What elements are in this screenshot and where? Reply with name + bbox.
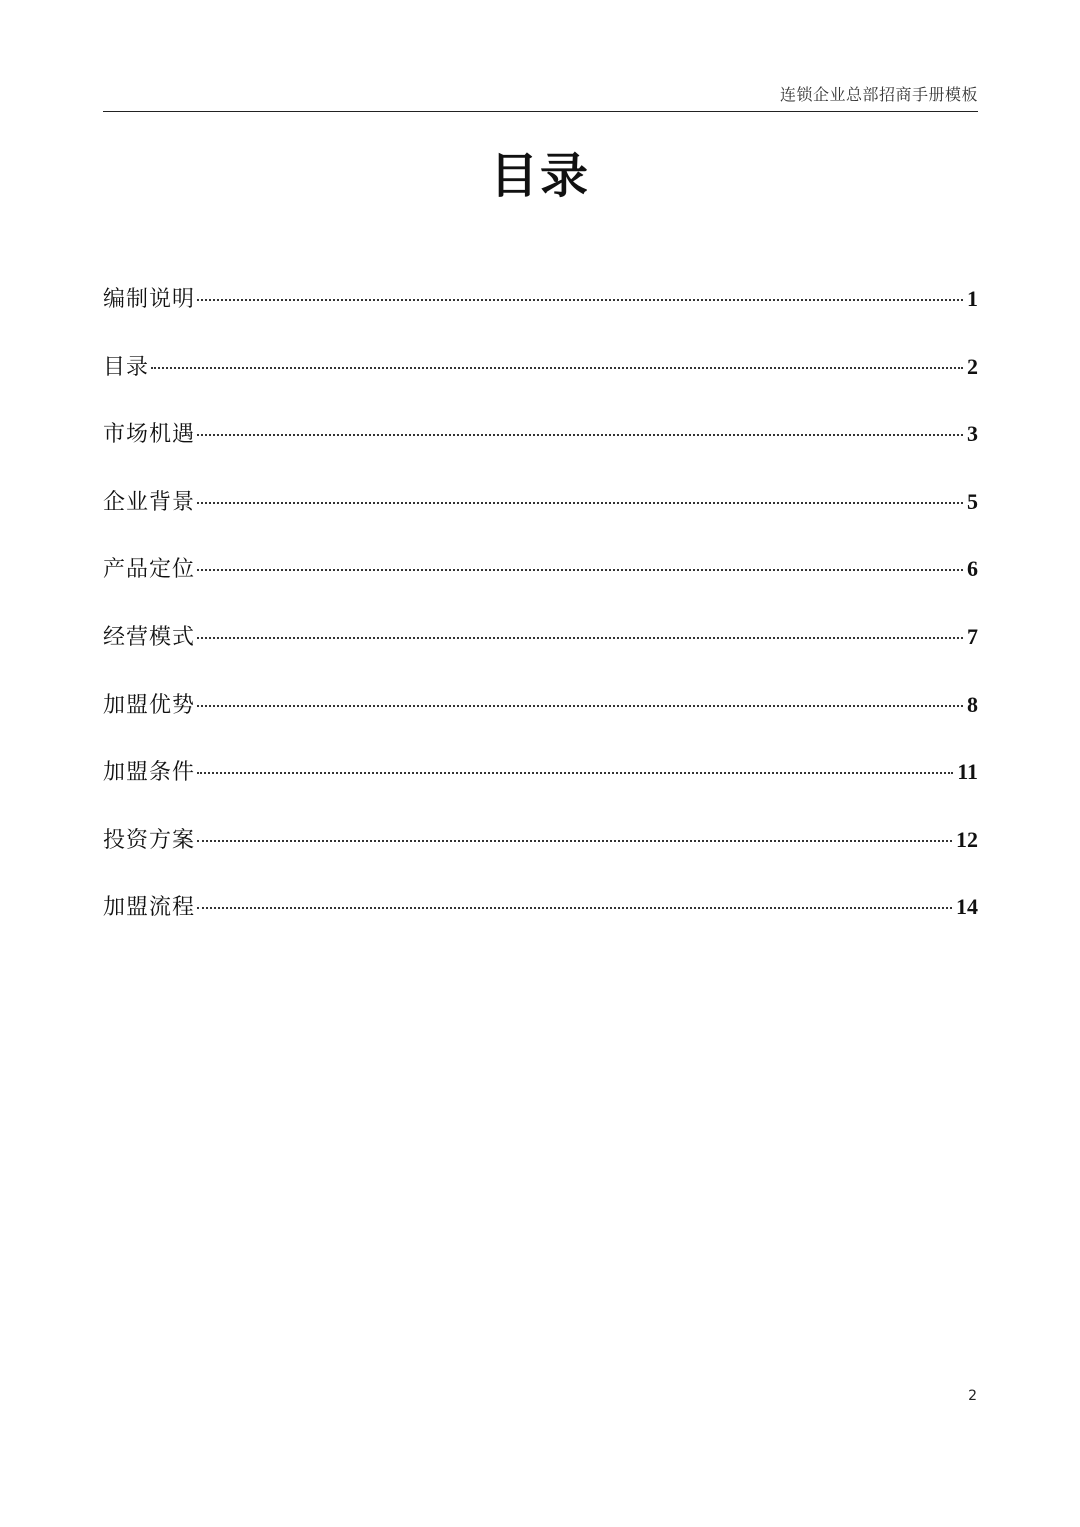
toc-entry-label: 市场机遇 [103, 422, 196, 448]
toc-entry-page: 1 [967, 286, 978, 311]
toc-dot-leader [197, 569, 963, 571]
toc-entry-market-opportunity[interactable] [103, 415, 978, 483]
toc-entry-page: 5 [967, 488, 978, 514]
toc-entry-label: 加盟条件 [103, 760, 196, 786]
toc-dot-leader [197, 637, 963, 639]
toc-entry-investment-plan[interactable] [103, 821, 978, 889]
page-title: 目录 [489, 148, 590, 204]
page-header [103, 80, 978, 112]
toc-entry-preparation-notes[interactable] [103, 280, 978, 348]
toc-entry-page: 8 [967, 691, 978, 717]
toc-dot-leader [151, 367, 963, 369]
toc-entry-label: 经营模式 [103, 624, 196, 650]
toc-entry-franchise-advantages[interactable] [103, 686, 978, 754]
toc-entry-page: 12 [956, 826, 978, 852]
footer-page-number: 2 [968, 1388, 977, 1404]
toc-entry-label: 产品定位 [103, 557, 196, 583]
toc-dot-leader [197, 705, 963, 707]
toc-dot-leader [197, 434, 963, 436]
toc-entry-contents[interactable] [103, 348, 978, 416]
toc-entry-product-positioning[interactable] [103, 550, 978, 618]
toc-entry-label: 投资方案 [103, 827, 196, 853]
toc-entry-label: 加盟优势 [103, 692, 196, 718]
toc-entry-page: 3 [967, 421, 978, 447]
toc-dot-leader [197, 299, 963, 301]
toc-entry-page: 14 [956, 894, 978, 920]
toc-entry-page: 7 [967, 623, 978, 649]
toc-entry-company-background[interactable] [103, 483, 978, 551]
toc-entry-label: 编制说明 [103, 287, 196, 312]
toc-entry-label: 加盟流程 [103, 895, 196, 921]
header-title: 连锁企业总部招商手册模板 [779, 85, 978, 104]
toc-dot-leader [197, 772, 953, 774]
toc-entry-franchise-conditions[interactable] [103, 753, 978, 821]
table-of-contents [103, 280, 978, 956]
toc-entry-label: 企业背景 [103, 489, 196, 515]
toc-entry-label: 目录 [103, 354, 150, 380]
toc-entry-business-model[interactable] [103, 618, 978, 686]
toc-dot-leader [197, 907, 952, 909]
toc-entry-franchise-process[interactable] [103, 888, 978, 956]
toc-entry-page: 6 [967, 556, 978, 582]
toc-entry-page: 11 [957, 759, 978, 785]
toc-dot-leader [197, 840, 952, 842]
toc-dot-leader [197, 502, 963, 504]
toc-entry-page: 2 [967, 353, 978, 379]
